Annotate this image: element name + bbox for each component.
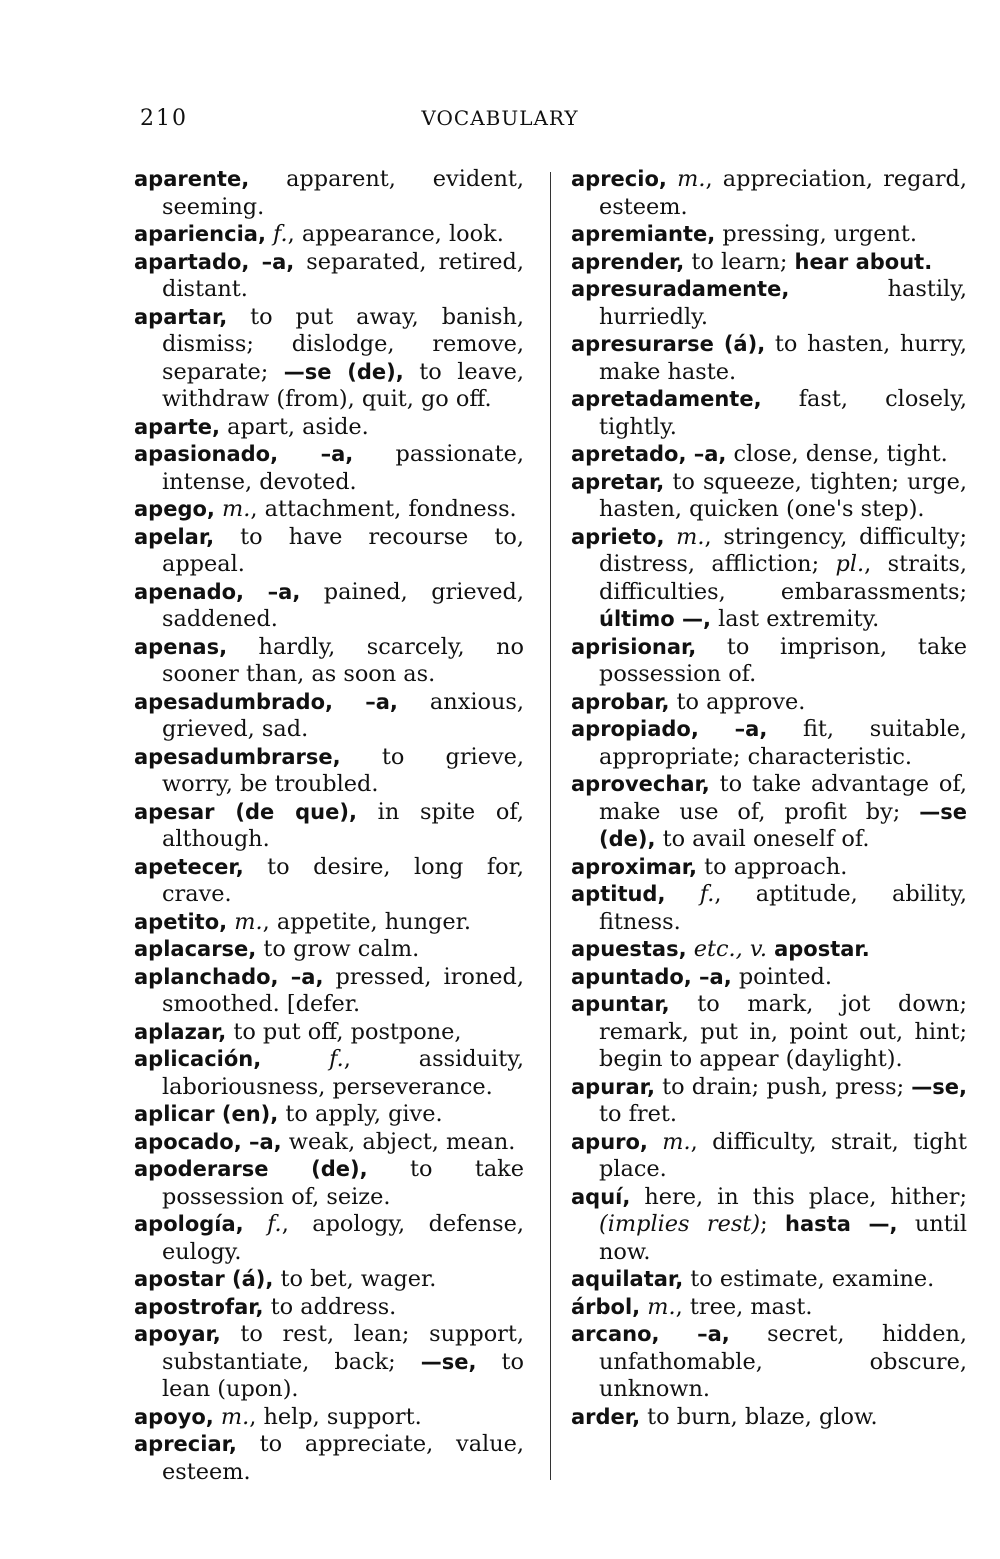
headword: apretado, –a, [571,442,727,466]
dictionary-entry [571,1404,967,1432]
dictionary-entry [571,441,967,469]
definition-text: pressed, ironed, smoothed. [defer. [162,963,524,1017]
bold-phrase: —se (de), [283,359,404,384]
headword: apoyar, [134,1322,221,1346]
definition-text: pained, grieved, saddened. [162,578,524,632]
dictionary-entry [134,744,524,799]
headword: aprovechar, [571,772,710,796]
headword: apenado, –a, [134,579,301,604]
grammar-label: pl. [835,551,865,577]
grammar-label: m. [666,166,706,192]
definition-text: , assiduity, laboriousness, perseverance. [162,1046,524,1100]
dictionary-entry [571,524,967,634]
definition-text: to bet, wager. [273,1266,437,1292]
definition-text: close, dense, tight. [726,441,948,467]
definition-text: to learn; [684,248,795,275]
headword: apología, [134,1212,244,1236]
definition-text: pointed. [731,963,832,990]
dictionary-entry [134,689,524,744]
dictionary-entry [134,496,524,524]
bold-phrase: —se, [420,1349,477,1374]
headword: aplicación, [134,1047,262,1071]
definition-text: to burn, blaze, glow. [640,1403,878,1430]
definition-text: to lean (upon). [162,1348,524,1402]
headword: arder, [571,1404,641,1429]
headword: apurar, [571,1074,655,1099]
headword: apoderarse (de), [134,1157,368,1181]
headword: apretadamente, [571,387,762,411]
definition-text: separated, retired, distant. [162,248,524,302]
definition-text: in spite of, although. [162,798,524,852]
definition-text: to put away, banish, dismiss; dislodge, remove, separate; [162,303,524,385]
definition-text: , attachment, fondness. [250,496,517,522]
dictionary-entry [571,964,967,992]
dictionary-entry [134,221,524,249]
headword: apetecer, [134,854,244,879]
definition-text: , aptitude, ability, fitness. [599,881,967,935]
dictionary-entry [134,936,524,964]
headword: apuestas, [571,937,687,961]
grammar-label: f. [265,221,288,247]
definition-text: to mark, jot down; remark, put in, point out, hint; begin to appear (daylight). [599,991,967,1072]
definition-text: , appreciation, regard, esteem. [599,166,967,220]
headword: apostrofar, [134,1294,264,1319]
definition-text: , straits, difficulties, embarassments; [599,551,967,605]
dictionary-entry [134,304,524,414]
dictionary-entry [571,221,967,249]
headword: árbol, [571,1294,641,1319]
definition-text: last extremity. [710,606,880,632]
grammar-label: m. [214,496,251,522]
dictionary-entry [571,1266,967,1294]
headword: apariencia, [134,222,266,246]
dictionary-entry [134,1431,524,1486]
headword: aprender, [571,249,685,274]
headword: aprobar, [571,689,670,714]
headword: apoyo, [134,1404,214,1429]
dictionary-entry [134,1101,524,1129]
grammar-label: m. [640,1293,676,1320]
dictionary-entry [571,331,967,386]
grammar-label: f. [665,881,715,907]
headword: aprisionar, [571,634,697,659]
definition-text: to appreciate, value, esteem. [162,1431,524,1485]
bold-phrase: hasta —, [785,1212,898,1236]
definition-text: to apply, give. [278,1101,443,1127]
dictionary-entry [571,716,967,771]
definition-text: to fret. [599,1101,677,1127]
definition-text: , appetite, hunger. [262,908,471,935]
headword: apartado, –a, [134,249,295,274]
dictionary-entry [571,1074,967,1129]
headword: aquí, [571,1184,631,1209]
dictionary-entry [571,1294,967,1322]
definition-text: to grow calm. [256,936,420,962]
grammar-label: f. [261,1046,344,1072]
bold-phrase: apostar. [774,937,870,961]
definition-text: to leave, withdraw (from), quit, go off. [162,358,524,412]
headword: aparente, [134,167,250,191]
headword: aplazar, [134,1019,227,1044]
headword: apego, [134,497,215,521]
dictionary-entry [134,579,524,634]
headword: apetito, [134,909,228,934]
dictionary-entry [134,1156,524,1211]
headword: aplacarse, [134,937,257,961]
headword: apartar, [134,304,228,329]
headword: apesar (de que), [134,799,357,824]
headword: apresurarse (á), [571,332,766,356]
definition-text: to have recourse to, appeal. [162,523,524,577]
left-column [134,166,524,1486]
definition-text: fit, suitable, appropriate; characteristic. [599,716,967,770]
headword: arcano, –a, [571,1322,730,1346]
definition-text: to imprison, take possession of. [599,633,967,687]
headword: apretar, [571,469,665,494]
definition-text: to take possession of, seize. [162,1156,524,1210]
definition-text: , appearance, look. [287,221,504,247]
definition-text: ; [760,1211,786,1237]
dictionary-entry [134,166,524,221]
dictionary-entry [571,276,967,331]
headword: apuntar, [571,992,670,1016]
headword: apropiado, –a, [571,717,768,741]
definition-text: to address. [263,1293,397,1320]
dictionary-entry [134,1294,524,1322]
headword: apuro, [571,1129,648,1154]
definition-text: fast, closely, tightly. [599,386,967,440]
definition-text: to grieve, worry, be troubled. [162,743,524,797]
dictionary-entry [134,1404,524,1432]
grammar-label: f. [243,1211,282,1237]
headword: aplicar (en), [134,1102,279,1126]
dictionary-entry [571,771,967,854]
dictionary-entry [571,469,967,524]
definition-text: , tree, mast. [675,1293,813,1320]
dictionary-entry [571,854,967,882]
dictionary-entry [571,166,967,221]
headword: apuntado, –a, [571,964,732,989]
definition-text: until now. [599,1211,967,1265]
definition-text: to desire, long for, crave. [162,853,524,907]
grammar-label: (implies rest) [599,1211,761,1237]
dictionary-entry [134,964,524,1019]
definition-text: , help, support. [249,1403,422,1430]
dictionary-entry [134,1046,524,1101]
definition-text: apparent, evident, seeming. [162,166,524,220]
dictionary-entry [571,386,967,441]
definition-text: secret, hidden, unfathomable, obscure, unknown. [599,1321,967,1402]
definition-text: here, in this place, hither; [630,1183,967,1210]
definition-text: , apology, defense, eulogy. [162,1211,524,1265]
bold-phrase: hear about. [794,249,933,274]
dictionary-entry [571,1321,967,1404]
dictionary-entry [134,1321,524,1404]
page-header [0,106,1000,136]
headword: apasionado, –a, [134,442,354,466]
definition-text: weak, abject, mean. [281,1128,516,1155]
dictionary-entry [571,249,967,277]
headword: aprecio, [571,167,667,191]
dictionary-entry [134,441,524,496]
grammar-label: m. [213,1403,250,1430]
definition-text: to take advantage of, make use of, profit by; [599,771,967,825]
dictionary-entry [571,689,967,717]
bold-phrase: —se (de), [599,799,967,851]
grammar-label: m. [227,908,263,935]
dictionary-entry [134,799,524,854]
definition-text: to drain; push, press; [654,1073,912,1100]
running-title: VOCABULARY [421,106,579,130]
definition-text: to put off, postpone, [226,1018,462,1045]
headword: aproximar, [571,854,698,879]
definition-text: to squeeze, tighten; urge, hasten, quicken (one's step). [599,468,967,522]
definition-text: hastily, hurriedly. [599,276,967,330]
definition-text: to approach. [697,853,848,880]
definition-text: apart, aside. [220,413,369,440]
headword: apocado, –a, [134,1129,282,1154]
page-number: 210 [140,106,188,131]
headword: aplanchado, –a, [134,964,324,989]
definition-text: , difficulty, strait, tight place. [599,1128,967,1182]
headword: apresuradamente, [571,277,790,301]
dictionary-entry [571,881,967,936]
dictionary-entry [134,634,524,689]
dictionary-entry [134,1211,524,1266]
headword: aparte, [134,414,220,439]
right-column [571,166,967,1431]
grammar-label: etc., v. [686,936,767,962]
dictionary-entry [134,524,524,579]
bold-phrase: último —, [599,607,711,631]
definition-text: to estimate, examine. [683,1266,935,1292]
dictionary-entry [134,414,524,442]
headword: apesadumbrado, –a, [134,689,398,714]
column-divider [550,172,551,1480]
headword: apesadumbrarse, [134,744,341,769]
headword: apremiante, [571,222,716,246]
headword: apreciar, [134,1432,237,1456]
definition-text: , stringency, difficulty; distress, affliction; [599,523,967,577]
dictionary-entry [134,1019,524,1047]
headword: aprieto, [571,524,665,549]
dictionary-entry [134,1129,524,1157]
definition-text: to approve. [669,688,806,715]
grammar-label: m. [664,523,705,550]
definition-text: to rest, lean; support, substantiate, back; [162,1321,524,1375]
grammar-label: m. [647,1128,691,1155]
definition-text: passionate, intense, devoted. [162,441,524,495]
dictionary-entry [134,249,524,304]
definition-text: anxious, grieved, sad. [162,688,524,742]
dictionary-entry [571,936,967,964]
dictionary-entry [571,1184,967,1267]
headword: apenas, [134,634,228,659]
definition-text: to hasten, hurry, make haste. [599,331,967,385]
dictionary-entry [571,1129,967,1184]
dictionary-entry [571,634,967,689]
dictionary-entry [134,1266,524,1294]
headword: aptitud, [571,882,666,906]
headword: aquilatar, [571,1267,684,1291]
dictionary-entry [134,854,524,909]
dictionary-entry [134,909,524,937]
headword: apostar (á), [134,1267,274,1291]
definition-text: hardly, scarcely, no sooner than, as soon as. [162,633,524,687]
dictionary-entry [571,991,967,1074]
bold-phrase: —se, [911,1074,967,1099]
definition-text: to avail oneself of. [655,826,870,852]
headword: apelar, [134,524,215,549]
definition-text: pressing, urgent. [715,221,918,247]
